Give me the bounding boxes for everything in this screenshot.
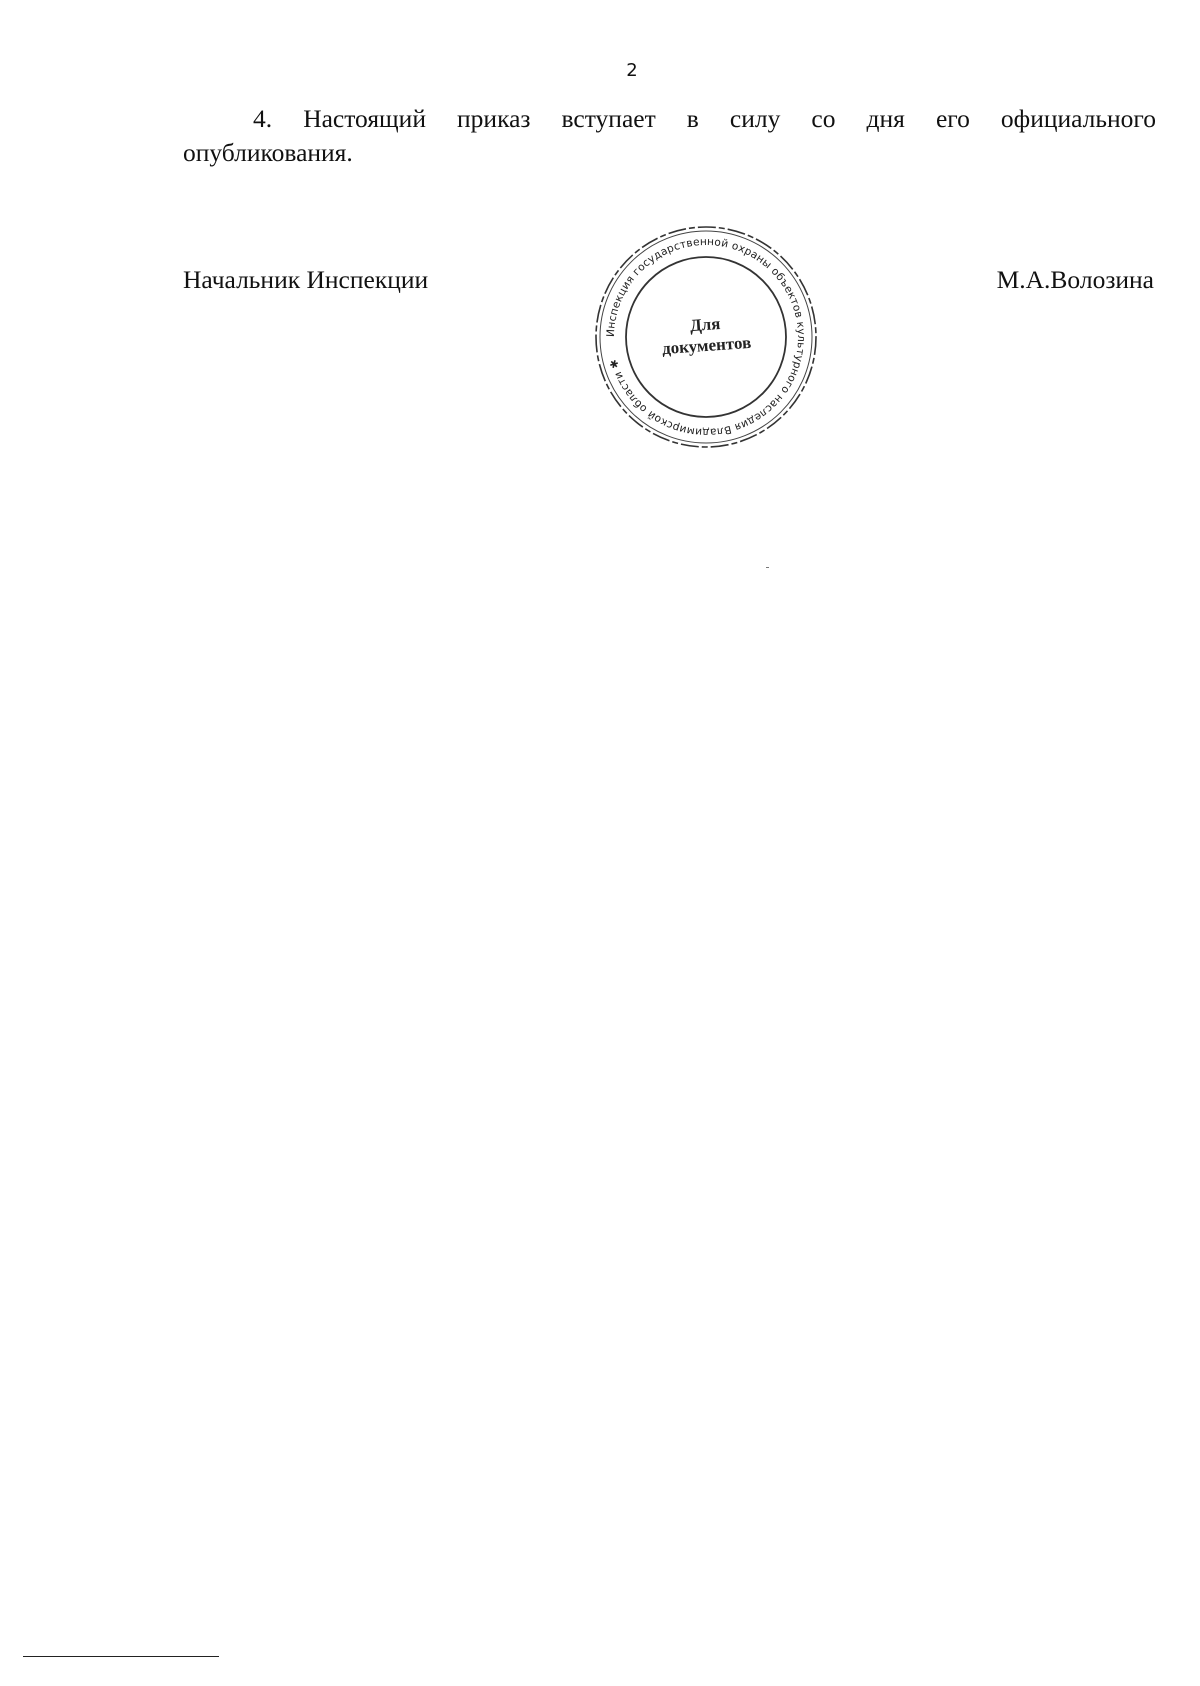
stamp-center-line-1: Для (689, 313, 721, 336)
paragraph-line-2: опубликования. (183, 138, 353, 167)
footnote-divider (23, 1656, 219, 1657)
scan-speck (766, 567, 769, 568)
stamp-ring-text: Инспекция государственной охраны объектов культурного наследия Владимирской области ✱ (604, 235, 808, 439)
official-seal-stamp (591, 222, 821, 452)
signer-name: М.А.Волозина (996, 265, 1154, 294)
paragraph-line-1: 4. Настоящий приказ вступает в силу со дня его официального (253, 104, 1156, 133)
signer-title: Начальник Инспекции (183, 265, 429, 294)
body-paragraph (183, 102, 1156, 170)
page-number: 2 (626, 60, 638, 81)
stamp-center-line-2: документов (661, 332, 752, 359)
